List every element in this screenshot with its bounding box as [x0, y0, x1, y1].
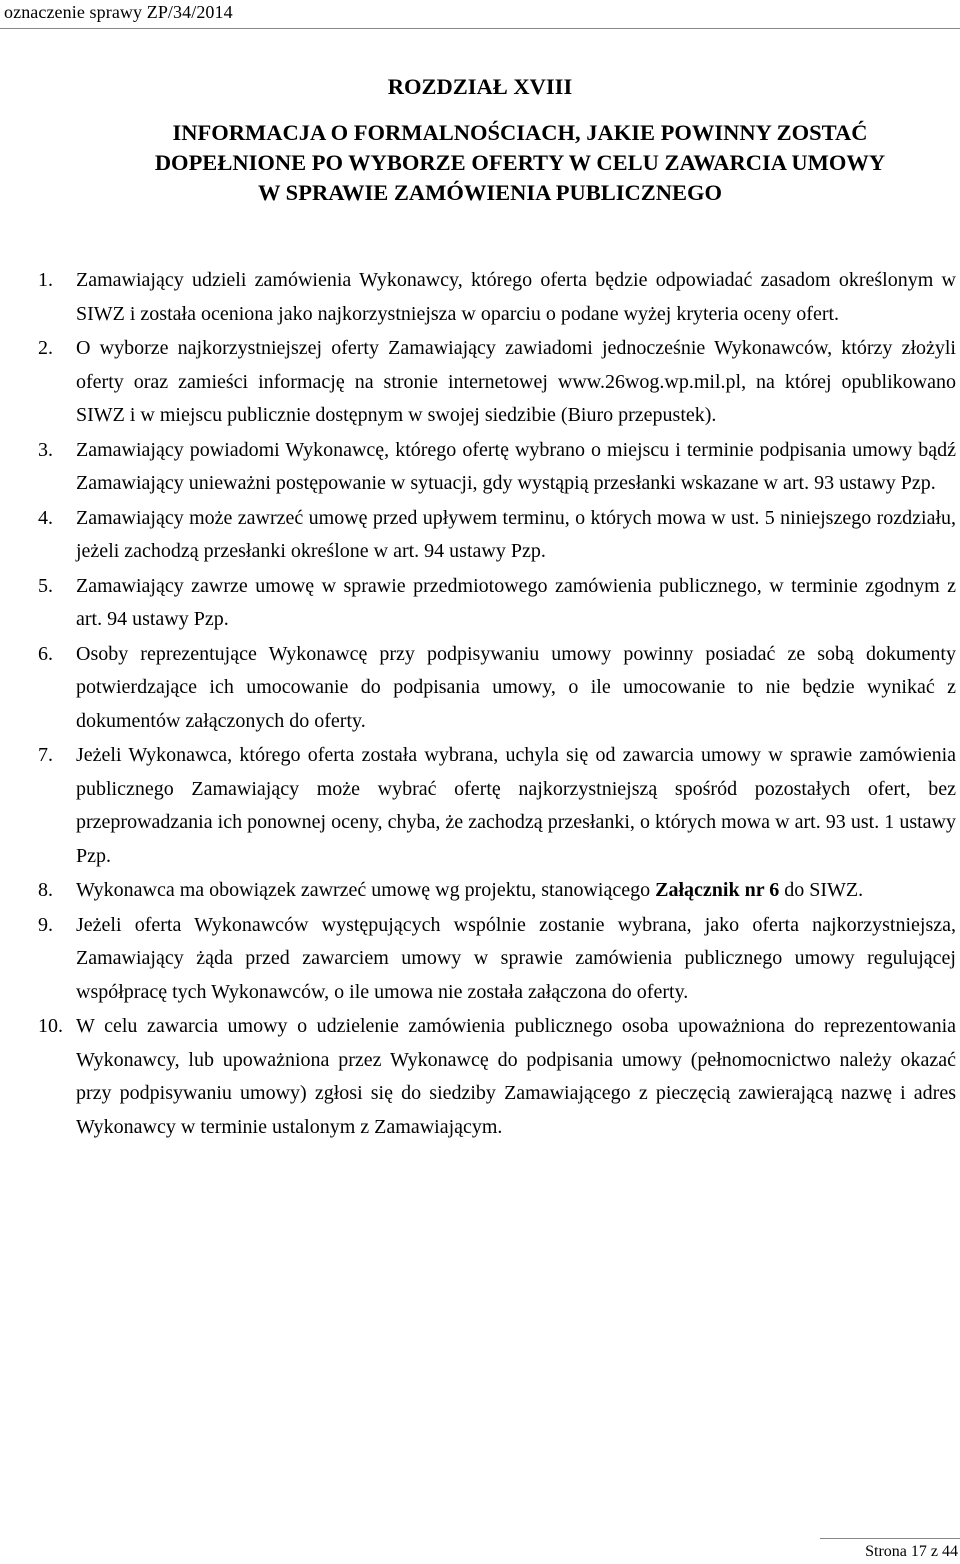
- list-item: [38, 909, 956, 1010]
- item-number: 9.: [38, 913, 53, 936]
- list-item: [38, 434, 956, 501]
- item-number: 3.: [38, 438, 53, 461]
- list-item: [38, 264, 956, 331]
- item-number: 4.: [38, 506, 53, 529]
- list-item: [38, 570, 956, 637]
- item-text: Zamawiający powiadomi Wykonawcę, którego ofertę wybrano o miejscu i terminie podpisania umowy bądź Zamawiający unieważni postępowanie w sytuacji, gdy wystąpią przesłanki wskazane w art. 93 ustawy Pzp.: [76, 438, 956, 494]
- item-text: Zamawiający udzieli zamówienia Wykonawcy, którego oferta będzie odpowiadać zasadom określonym w SIWZ i została oceniona jako najkorzystniejsza w oparciu o podane wyżej kryteria oceny ofert.: [76, 269, 956, 325]
- list-item: [38, 332, 956, 433]
- item-number: 7.: [38, 744, 53, 766]
- section-title-line-1: INFORMACJA O FORMALNOŚCIACH, JAKIE POWINNY ZOSTAĆ: [172, 120, 868, 145]
- item-number: 6.: [38, 642, 53, 665]
- list-item: [38, 874, 956, 908]
- item-number: 2.: [38, 337, 53, 359]
- footer-divider: [820, 1538, 960, 1539]
- item-text: [76, 879, 863, 901]
- item-text: O wyborze najkorzystniejszej oferty Zamawiający zawiadomi jednocześnie Wykonawców, którzy złożyli oferty oraz zamieści informację na stronie internetowej www.26wog.wp.mil.pl, na której opublikowano SIWZ i w miejscu publicznie dostępnym w swojej siedzibie (Biuro przepustek).: [76, 337, 956, 426]
- section-title-line-2: DOPEŁNIONE PO WYBORZE OFERTY W CELU ZAWARCIA UMOWY: [154, 150, 886, 175]
- header-divider: [0, 28, 960, 29]
- item-number: 1.: [38, 269, 53, 291]
- item-text: Zamawiający zawrze umowę w sprawie przedmiotowego zamówienia publicznego, w terminie zgodnym z art. 94 ustawy Pzp.: [76, 574, 956, 630]
- item-number: 8.: [38, 879, 53, 901]
- list-item: [38, 1010, 956, 1144]
- case-reference: oznaczenie sprawy ZP/34/2014: [4, 2, 233, 22]
- list-item: [38, 739, 956, 873]
- item-text: Jeżeli oferta Wykonawców występujących wspólnie zostanie wybrana, jako oferta najkorzystniejsza, Zamawiający żąda przed zawarciem umowy w sprawie zamówienia publicznego umowy regulującej współpracę tych Wykonawców, o ile umowa nie została załączona do oferty.: [76, 913, 956, 1003]
- numbered-list: [38, 264, 956, 1145]
- item-number: 10.: [38, 1015, 63, 1037]
- item-text: W celu zawarcia umowy o udzielenie zamówienia publicznego osoba upoważniona do reprezentowania Wykonawcy, lub upoważniona przez Wykonawcę do podpisania umowy (pełnomocnictwo należy okazać przy podpisywaniu umowy) zgłosi się do siedziby Zamawiającego z pieczęcią zawierającą nazwę i adres Wykonawcy w terminie ustalonym z Zamawiającym.: [76, 1015, 956, 1138]
- attachment-reference: Załącznik nr 6: [655, 879, 780, 901]
- item-number: 5.: [38, 574, 53, 597]
- section-heading: [0, 72, 960, 208]
- item-text: Jeżeli Wykonawca, którego oferta została wybrana, uchyla się od zawarcia umowy w sprawie zamówienia publicznego Zamawiający może wybrać ofertę najkorzystniejszą spośród pozostałych ofert, bez przeprowadzania ich ponownej oceny, chyba, że zachodzą przesłanki, o których mowa w art. 93 ust. 1 ustawy Pzp.: [76, 744, 956, 867]
- page-number: Strona 17 z 44: [865, 1543, 958, 1560]
- chapter-title: ROZDZIAŁ XVIII: [387, 74, 573, 99]
- item-text-part: do SIWZ.: [779, 879, 864, 901]
- item-text: Osoby reprezentujące Wykonawcę przy podpisywaniu umowy powinny posiadać ze sobą dokumenty potwierdzające ich umocowanie do podpisania umowy, o ile umocowanie to nie będzie wynikać z dokumentów załączonych do oferty.: [76, 642, 956, 732]
- section-title-line-3: W SPRAWIE ZAMÓWIENIA PUBLICZNEGO: [257, 180, 723, 205]
- item-text-part: Wykonawca ma obowiązek zawrzeć umowę wg projektu, stanowiącego: [76, 879, 656, 901]
- list-item: [38, 502, 956, 569]
- list-item: [38, 638, 956, 739]
- item-text: Zamawiający może zawrzeć umowę przed upływem terminu, o których mowa w ust. 5 niniejszego rozdziału, jeżeli zachodzą przesłanki określone w art. 94 ustawy Pzp.: [76, 506, 956, 562]
